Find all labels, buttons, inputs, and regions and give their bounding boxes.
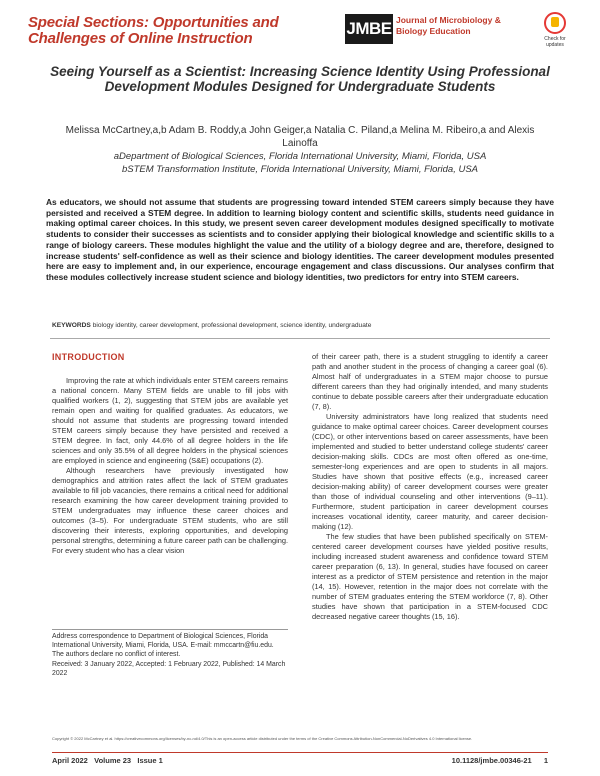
badge-label: Check for updates: [544, 36, 566, 48]
doi-page: [442, 756, 548, 765]
page-number: 1: [543, 756, 548, 765]
footnote-divider: [52, 629, 288, 630]
affiliations: [60, 151, 540, 176]
volume: Volume 23: [94, 756, 132, 765]
left-column: [52, 376, 288, 556]
footer-divider: [52, 752, 548, 753]
correspondence-footnote: [52, 632, 288, 678]
paragraph: Although researchers have previously investigated how demographics and attrition rates affect the lack of STEM graduates available to fill job vacancies, there remains a critical need for additional research examining the how career development training provided to STEM undergraduates may influence these career choices and outcomes (3–5). For undergraduate STEM students, who are still discovering their interests, exploring opportunities, and developing personal strengths, determining a future career path can be challenging. For every student who has a clear vision: [52, 466, 288, 555]
abstract: As educators, we should not assume that students are progressing toward intended STEM careers simply because they have persisted and received a STEM degree. In addition to learning biology content and scientific skills, students need guidance in making optimal career choices. In this study, we present seven career development modules designed specifically to motivate students to consider their successes as scientists and to consider applying their biological knowledge and scientific skills to a range of biology careers. These modules highlight the value and the utility of a biology degree and are, therefore, designed to increase students' self-confidence as well as their science and biology identities. The career development modules presented here are easy to implement and, in our experience, encourage engagement and class discussions. Our analyses confirm that these modules collectively increase student science and biology identities, two predictors for entry into STEM careers.: [46, 197, 554, 282]
keywords: [52, 322, 552, 329]
issue-number: Issue 1: [137, 756, 163, 765]
publication-dates: Received: 3 January 2022, Accepted: 1 February 2022, Published: 14 March 2022: [52, 660, 286, 677]
copyright-notice: Copyright © 2022 McCartney et al. https://creativecommons.org/licenses/by-nc-nd/4.0/This is an open-access article distributed under the terms of the Creative Commons Attribution-NonCommercial-NoDerivatives 4.0 International license.: [52, 736, 473, 741]
correspondence-address: Address correspondence to Department of Biological Sciences, Florida International University, Miami, Florida, USA. E-mail: mmccartn@fiu.edu.: [52, 633, 274, 650]
affiliation-b: bSTEM Transformation Institute, Florida International University, Miami, Florida, USA: [121, 163, 479, 175]
paragraph: of their career path, there is a student struggling to identify a career path and another student in the process of changing a career goal (6). Almost half of undergraduates in a STEM major choose to pursue different careers than they had originally intended, and many students continue to debate possible careers after their undergraduate education (7, 8).: [312, 352, 548, 411]
doi[interactable]: 10.1128/jmbe.00346-21: [451, 756, 532, 765]
issue-date: April 2022: [52, 756, 88, 765]
right-column: [312, 352, 548, 622]
paragraph: Improving the rate at which individuals enter STEM careers remains a national concern. Many STEM fields are unable to fill jobs with qualified workers (1, 2), suggesting that STEM jobs are available yet remain open and waiting for qualified graduates. As educators, we should not assume that students are progressing toward intended STEM careers simply because they have persisted and received a STEM degree. In fact, only 44.6% of all degree holders in the life sciences and only 35.5% of all degree holders in the physical sciences are employed in science and engineering (S&E) occupations (2).: [52, 376, 288, 465]
journal-name: Journal of Microbiology & Biology Education: [396, 15, 501, 36]
section-title: Special Sections: Opportunities and Challenges of Online Instruction: [28, 14, 279, 47]
keywords-text: biology identity, career development, professional development, science identity, undergraduate: [92, 322, 372, 329]
check-for-updates-badge[interactable]: [538, 12, 572, 50]
conflict-statement: The authors declare no conflict of interest.: [52, 651, 181, 659]
section-divider: [50, 338, 550, 339]
journal-logo: JMBE: [345, 14, 393, 44]
paragraph: The few studies that have been published specifically on STEM-centered career development courses have yielded positive results, including increased student awareness and confidence toward STEM career preparation (6, 13). In general, studies have focused on career interest as a predictor of STEM persistence and retention in the major (14, 15). However, retention in the major does not correlate with the number of STEM graduates entering the STEM workforce (7, 8). Other studies have shown that participation in a STEM-focused CDC decreased negative career thoughts (15, 16).: [312, 532, 548, 621]
keywords-label: KEYWORDS: [52, 322, 91, 329]
issue-info: [52, 756, 163, 765]
bookmark-icon: [544, 12, 566, 34]
paragraph: University administrators have long realized that students need guidance to make optimal career choices. Career development courses (CDC), or other interventions based on career assessments, have been implemented and studied to better understand college students' career decision-making skills. CDCs are most often offered as one-time, semester-long experiences and are open to students in all majors. Studies have shown that positive effects (e.g., increased career decision-making ability) of career development courses were greater than those of individual counseling and other interventions (9–11). Furthermore, student participation in career development courses increases vocational identity, career maturity, and career decision-making (12).: [312, 412, 548, 531]
author-list: Melissa McCartney,a,b Adam B. Roddy,a John Geiger,a Natalia C. Piland,a Melina M. Ribeiro,a and Alexis Lainoffa: [65, 125, 535, 149]
introduction-heading: INTRODUCTION: [52, 352, 125, 362]
affiliation-a: aDepartment of Biological Sciences, Florida International University, Miami, Florida, USA: [113, 151, 487, 162]
paper-title: Seeing Yourself as a Scientist: Increasing Science Identity Using Professional Development Modules Designed for Undergraduate Students: [50, 64, 550, 94]
